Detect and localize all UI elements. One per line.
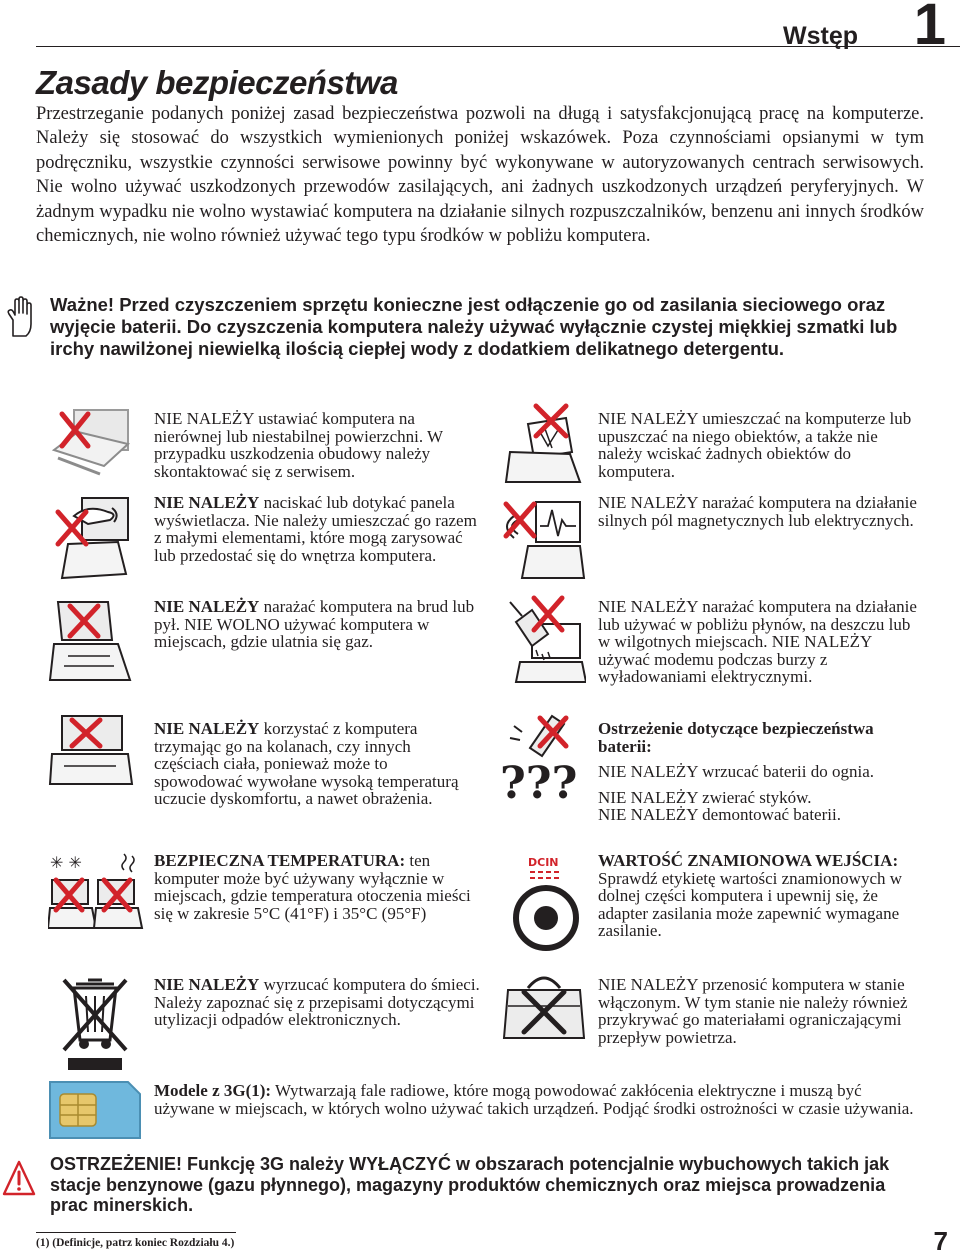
warning-triangle-icon bbox=[2, 1160, 36, 1198]
right-item-4-line-2: NIE NALEŻY zwierać styków. bbox=[598, 787, 812, 807]
right-item-2-strong: NIE NALEŻY bbox=[598, 493, 698, 512]
left-item-2 bbox=[154, 494, 480, 564]
page-title: Zasady bezpieczeństwa bbox=[36, 64, 398, 101]
left-item-6-text: wyrzucać komputera do śmieci. Należy zapoznać się z przepisami dotyczącymi utylizacji odpadów elektronicznych. bbox=[154, 975, 480, 1030]
left-item-5-text: ten komputer może być używany wyłącznie w miejscach, gdzie temperatura otoczenia mieści się w zakresie 5°C (41°F) i 35°C (95°F) bbox=[154, 851, 471, 923]
battery-warning-illustration bbox=[500, 712, 590, 808]
right-item-1-text: umieszczać na komputerze lub upuszczać na niego obiektów, a także nie należy wciskać żadnych obiektów do komputera. bbox=[598, 409, 912, 481]
chapter-number: 1 bbox=[913, 0, 946, 57]
right-item-6 bbox=[598, 976, 924, 1046]
sim-card-icon bbox=[48, 1080, 142, 1140]
right-item-5-strong: WARTOŚĆ ZNAMIONOWA WEJŚCIA: bbox=[598, 851, 899, 870]
liquid-illustration bbox=[500, 594, 586, 676]
right-item-4-line-3: NIE NALEŻY demontować baterii. bbox=[598, 805, 841, 825]
left-item-6 bbox=[154, 976, 480, 1029]
falling-objects-illustration bbox=[500, 402, 586, 484]
models-3g-strong: Modele z 3G(1): bbox=[154, 1081, 272, 1100]
magnetic-field-illustration bbox=[500, 496, 586, 578]
right-item-5-text: Sprawdź etykietę wartości znamionowych w dolnej części komputera i upewnij się, że adapter zasilania może zapewnić wymagane zasilanie. bbox=[598, 868, 903, 941]
carrying-bag-illustration bbox=[500, 966, 588, 1046]
dc-input-jack-icon bbox=[510, 852, 582, 956]
temperature-illustration bbox=[48, 850, 144, 932]
models-3g-text: Wytwarzają fale radiowe, które mogą powodować zakłócenia elektryczne i muszą być używane w miejscach, w których wolno używać takich urządzeń. Podjąć środki ostrożności w czasie używania. bbox=[154, 1081, 914, 1118]
warning-text: OSTRZEŻENIE! Funkcję 3G należy WYŁĄCZYĆ w obszarach potencjalnie wybuchowych takich jak stacje benzynowe (gazu płynnego), magazyny produktów chemicznych oraz miejsca prowadzenia prac minerskich. bbox=[50, 1154, 890, 1215]
page-number: 7 bbox=[933, 1226, 948, 1256]
right-item-1 bbox=[598, 410, 924, 480]
left-item-3-text: narażać komputera na brud lub pył. NIE WOLNO używać komputera w miejscach, gdzie ulatnia się gaz. bbox=[154, 597, 475, 652]
important-note bbox=[50, 294, 900, 361]
right-item-4 bbox=[598, 720, 924, 832]
right-item-6-text: przenosić komputera w stanie włączonym. W tym stanie nie należy również przykrywać go materiałami ograniczającymi przepływ powietrza. bbox=[598, 975, 908, 1047]
left-item-4 bbox=[154, 720, 480, 808]
uneven-surface-illustration bbox=[48, 404, 134, 486]
dcin-label: DCIN bbox=[528, 856, 559, 869]
right-item-4-line-1: NIE NALEŻY wrzucać baterii do ognia. bbox=[598, 762, 874, 782]
recycle-bin-icon bbox=[48, 970, 142, 1072]
right-item-4-strong: Ostrzeżenie dotyczące bezpieczeństwa baterii: bbox=[598, 719, 874, 756]
right-item-5 bbox=[598, 852, 924, 940]
left-item-5-strong: BEZPIECZNA TEMPERATURA: bbox=[154, 851, 406, 870]
important-note-lead: Ważne! bbox=[50, 294, 115, 315]
dust-illustration bbox=[48, 596, 134, 678]
left-item-4-strong: NIE NALEŻY bbox=[154, 719, 260, 738]
models-3g-note bbox=[154, 1082, 924, 1118]
chapter-title: Wstęp bbox=[783, 22, 858, 50]
left-item-2-text: naciskać lub dotykać panela wyświetlacza. Nie należy umieszczać go razem z małymi elementami, które mogą zarysować lub przedostać się do wnętrza komputera. bbox=[154, 493, 477, 565]
right-item-2 bbox=[598, 494, 924, 529]
left-item-3-strong: NIE NALEŻY bbox=[154, 597, 260, 616]
svg-text:???: ??? bbox=[500, 758, 578, 808]
left-item-3 bbox=[154, 598, 480, 651]
right-item-6-strong: NIE NALEŻY bbox=[598, 975, 698, 994]
left-item-2-strong: NIE NALEŻY bbox=[154, 493, 260, 512]
press-display-illustration bbox=[48, 494, 134, 576]
hand-icon bbox=[4, 296, 36, 340]
left-item-6-strong: NIE NALEŻY bbox=[154, 975, 260, 994]
right-item-3 bbox=[598, 598, 924, 686]
left-item-1-strong: NIE NALEŻY bbox=[154, 409, 254, 428]
footnote: (1) (Definicje, patrz koniec Rozdziału 4.) bbox=[36, 1237, 235, 1249]
right-item-3-text: narażać komputera na działanie lub używać w pobliżu płynów, na deszczu lub w wilgotnych miejscach. NIE NALEŻY używać modemu podczas burzy z wyładowaniami elektrycznymi. bbox=[598, 597, 917, 687]
intro-paragraph: Przestrzeganie podanych poniżej zasad bezpieczeństwa pozwoli na długą i satysfakcjonującą pracę na komputerze. Należy się stosować do wszystkich wymienionych poniżej wskazówek. Poza czynnościami opsianymi w tym podręczniku, wszystkie czynności serwisowe powinny być wykonywane w autoryzowanych centrach serwisowych. Nie wolno używać uszkodzonych przewodów zasilających, ani żadnych uszkodzonych urządzeń peryferyjnych. W żadnym wypadku nie wolno wystawiać komputera na działanie silnych rozpuszczalników, benzenu ani innych środków chemicznych, nie wolno również używać tego typu środków w pobliżu komputera. bbox=[36, 104, 924, 247]
right-item-3-strong: NIE NALEŻY bbox=[598, 597, 698, 616]
right-item-2-text: narażać komputera na działanie silnych pól magnetycznych lub elektrycznych. bbox=[598, 493, 917, 530]
left-item-4-text: korzystać z komputera trzymając go na kolanach, czy innych częściach ciała, ponieważ może to spowodować wywołane wysoką temperaturą uczucie dyskomfortu, a nawet obrażenia. bbox=[154, 719, 459, 809]
important-note-text: Przed czyszczeniem sprzętu konieczne jest odłączenie go od zasilania sieciowego oraz wyjęcie baterii. Do czyszczenia komputera należy używać wyłącznie czystej miękkiej szmatki lub irchy nawilżonej niewielką ilością ciepłej wody z dodatkiem delikatnego detergentu. bbox=[50, 294, 898, 360]
left-item-1 bbox=[154, 410, 480, 480]
left-item-1-text: ustawiać komputera na nierównej lub niestabilnej powierzchni. W przypadku uszkodzenia obudowy należy skontaktować się z serwisem. bbox=[154, 409, 443, 481]
right-item-1-strong: NIE NALEŻY bbox=[598, 409, 698, 428]
left-item-5 bbox=[154, 852, 480, 922]
lap-use-illustration bbox=[48, 712, 134, 794]
footnote-rule bbox=[36, 1232, 236, 1233]
svg-text:✳ ✳: ✳ ✳ bbox=[50, 853, 82, 872]
